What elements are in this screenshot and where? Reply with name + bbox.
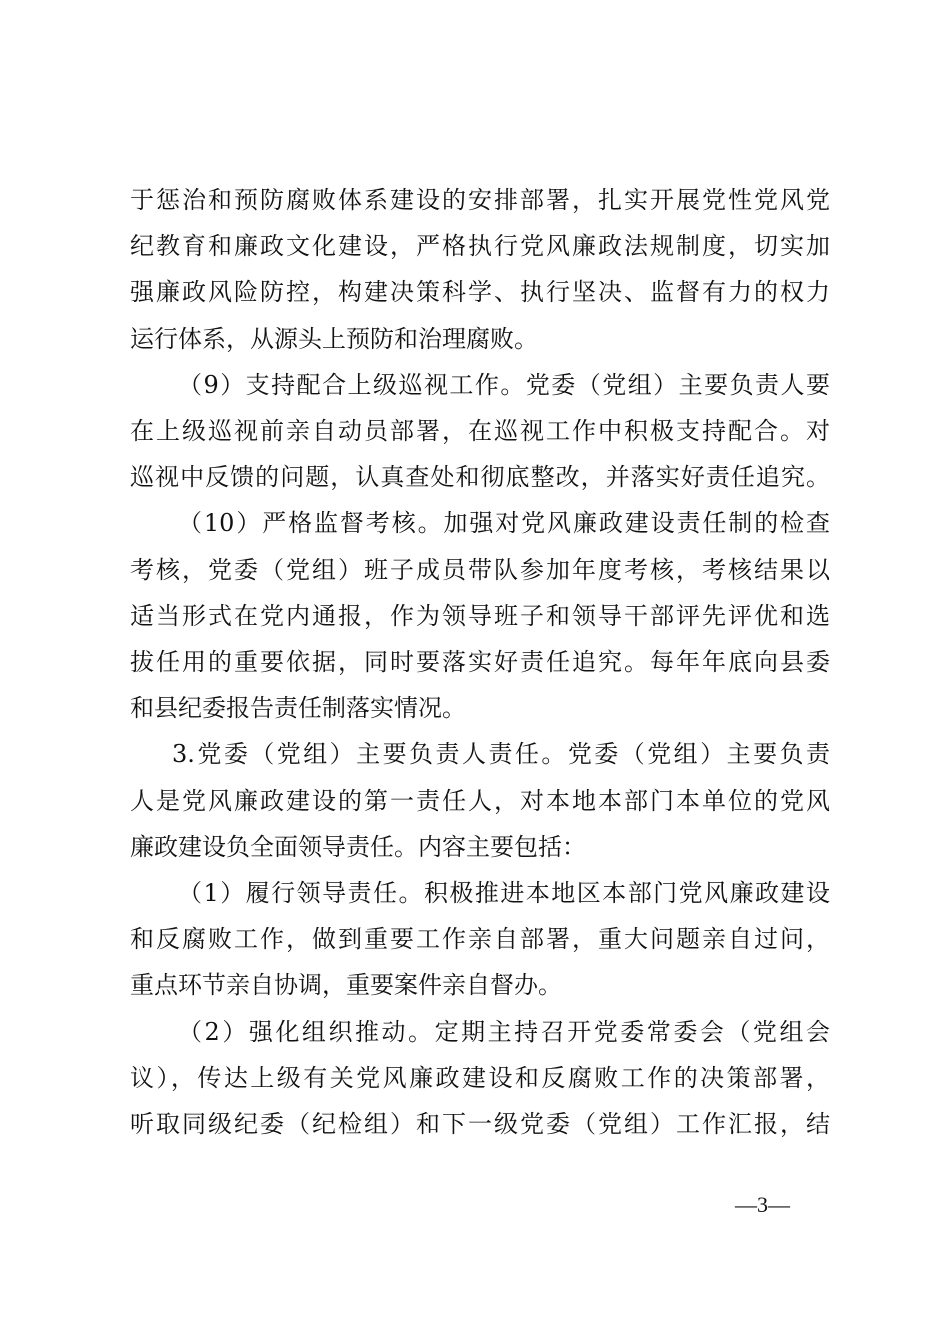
text-line: 强廉政风险防控，构建决策科学、执行坚决、监督有力的权力: [130, 278, 830, 307]
text-line: 巡视中反馈的问题，认真查处和彻底整改，并落实好责任追究。: [130, 463, 830, 492]
text-line: 运行体系，从源头上预防和治理腐败。: [130, 324, 538, 353]
text-line: 适当形式在党内通报，作为领导班子和领导干部评先评优和选: [130, 601, 830, 630]
text-line: 拔任用的重要依据，同时要落实好责任追究。每年年底向县委: [130, 648, 830, 676]
text-line: 考核，党委（党组）班子成员带队参加年度考核，考核结果以: [130, 555, 830, 584]
text-line: 听取同级纪委（纪检组）和下一级党委（党组）工作汇报，结: [130, 1110, 830, 1138]
text-line: 和反腐败工作，做到重要工作亲自部署，重大问题亲自过问，: [130, 925, 830, 954]
text-line: 重点环节亲自协调，重要案件亲自督办。: [130, 971, 562, 1000]
text-line: 人是党风廉政建设的第一责任人，对本地本部门本单位的党风: [130, 786, 830, 815]
text-line: （9）支持配合上级巡视工作。党委（党组）主要负责人要: [178, 370, 830, 399]
text-line: （2）强化组织推动。定期主持召开党委常委会（党组会: [178, 1017, 830, 1046]
text-line: 纪教育和廉政文化建设，严格执行党风廉政法规制度，切实加: [130, 232, 830, 261]
text-line: （10）严格监督考核。加强对党风廉政建设责任制的检查: [178, 509, 830, 538]
text-line: （1）履行领导责任。积极推进本地区本部门党风廉政建设: [178, 879, 830, 907]
text-line: 廉政建设负全面领导责任。内容主要包括：: [130, 832, 586, 861]
text-line: 于惩治和预防腐败体系建设的安排部署，扎实开展党性党风党: [130, 186, 830, 214]
text-line: 议），传达上级有关党风廉政建设和反腐败工作的决策部署，: [130, 1063, 830, 1092]
page-number: —3—: [735, 1192, 790, 1217]
text-line: 和县纪委报告责任制落实情况。: [130, 694, 466, 723]
text-line: 在上级巡视前亲自动员部署，在巡视工作中积极支持配合。对: [130, 417, 830, 445]
text-line: 3.党委（党组）主要负责人责任。党委（党组）主要负责: [172, 740, 830, 769]
